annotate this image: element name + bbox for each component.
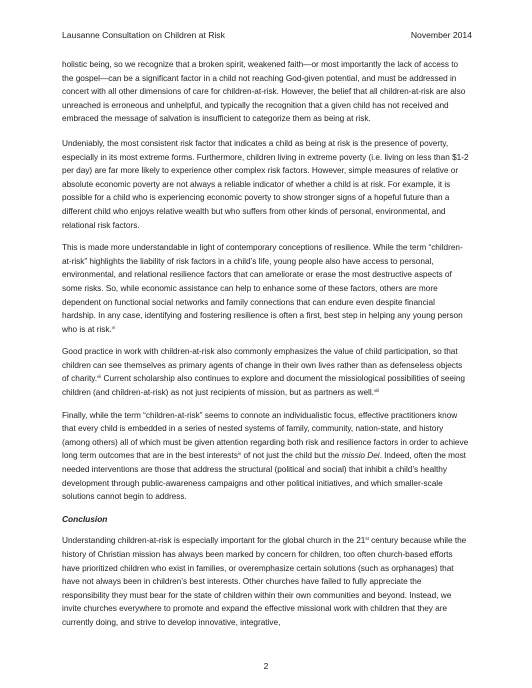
paragraph-text: Undeniably, the most consistent risk factor that indicates a child as being at risk is the presence of poverty, especially in its most extreme forms. Furthermore, children living in extreme poverty (i.e. living on less than $1-2 per day) are far more likely to experience other complex risk factors. However, simple measures of relative or absolute economic poverty are not always a reliable indicator of whether a child is at risk. For example, it is possible for a child who is experiencing economic poverty to show stronger signs of a hopeful future than a different child who enjoys relative wealth but who suffers from other kinds of personal, environmental, and relational risk factors. — [62, 138, 469, 230]
paragraph-poverty — [62, 137, 471, 232]
paragraph-conclusion — [62, 534, 471, 629]
document-body — [62, 58, 471, 639]
paragraph-participation — [62, 345, 471, 399]
header-date: November 2014 — [410, 30, 472, 40]
header-title: Lausanne Consultation on Children at Risk — [62, 30, 225, 40]
paragraph-text: of not just the child but the — [241, 451, 342, 461]
paragraph-text: Good practice in work with children-at-risk also commonly emphasizes the value of child participation, so that children can see themselves as primary agents of change in their own lives rather than as defenseless objects of charity. — [62, 347, 463, 384]
endnote-marker: vii — [97, 374, 102, 380]
endnote-marker: vi — [111, 324, 116, 330]
paragraph-text: Current scholarship also continues to explore and document the missiological possibilities of seeing children (and children-at-risk) as not just recipients of mission, but as partners as well. — [62, 374, 465, 398]
paragraph-text: holistic being, so we recognize that a broken spirit, weakened faith—or most importantly the lack of access to the gospel—can be a significant factor in a child not reaching God-given potential, and must be addressed in concert with all other dimensions of care for children-at-risk. However, the belief that all children-at-risk are also unreached is erroneous and unhelpful, and typically the recognition that a given child has not received and embraced the message of salvation is insufficient to categorize them as being at risk. — [62, 60, 466, 124]
endnote-marker: viii — [373, 388, 380, 394]
paragraph-resilience — [62, 241, 471, 336]
endnote-marker: ix — [237, 451, 242, 457]
paragraph-text: This is made more understandable in light of contemporary conceptions of resilience. While the term “children-at-risk” highlights the liability of risk factors in a child’s life, young people also have access to personal, environmental, and relational resilience factors that can ameliorate or erase the most destructive aspects of some risks. So, while economic assistance can help to enhance some of these factors, others are more dependent on functional social networks and family connections that can endure even despite financial hardship. In any case, identifying and fostering resilience is often a first, best step in helping any young person who is at risk. — [62, 243, 463, 334]
running-header — [62, 29, 472, 43]
paragraph-systems — [62, 409, 471, 504]
ordinal-suffix: st — [365, 536, 369, 542]
paragraph-text: . Indeed, often the most needed interventions are those that address the structural (political and social) that inhibit a child’s healthy development through public-awareness campaigns and other political initiatives, and which smaller-scale solutions cannot begin to address. — [62, 451, 466, 502]
page-number: 2 — [263, 661, 269, 671]
section-heading-conclusion: Conclusion — [62, 513, 108, 524]
latin-term: missio Dei — [341, 451, 380, 461]
paragraph-text: Finally, while the term “children-at-risk” seems to connote an individualistic focus, effective practitioners know that every child is embedded in a series of nested systems of family, community, nation-state, and history (among others) all of which must be given attention regarding both risk and resilience factors in order to achieve long term outcomes that are in the best interests — [62, 410, 469, 461]
paragraph-text: century because while the history of Christian mission has always been marked by concern for children, too often church-based efforts have prioritized children who exist in families, or overemphasize certain solutions (such as orphanages) that have not always been in children’s best interests. Other churches have failed to fully appreciate the responsibility they must bear for the state of children within their own communities and beyond. Instead, we invite churches everywhere to promote and expand the effective missional work with children that they are currently doing, and strive to develop innovative, integrative, — [62, 536, 467, 627]
paragraph-text: Understanding children-at-risk is especially important for the global church in the 21 — [62, 536, 366, 546]
paragraph-holistic-being — [62, 58, 471, 126]
